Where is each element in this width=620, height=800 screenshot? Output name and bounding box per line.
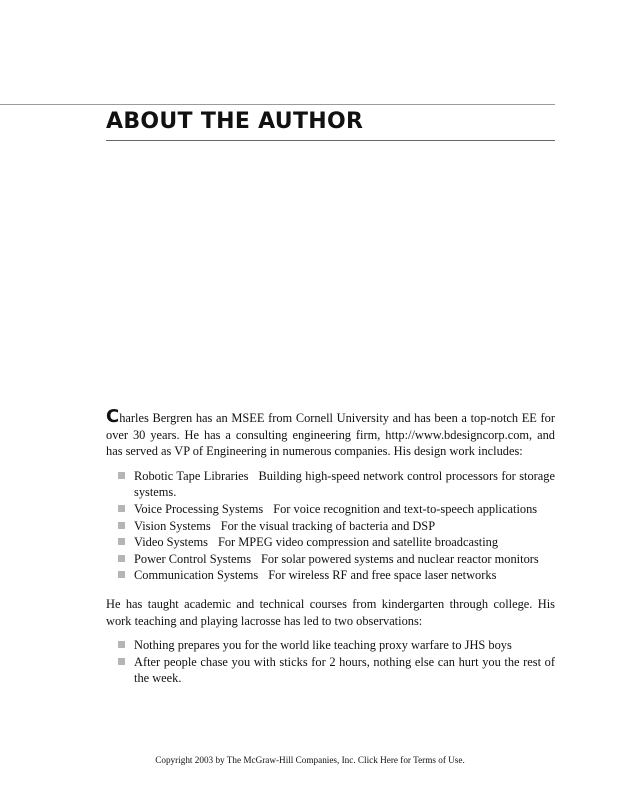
item-term: Video Systems bbox=[134, 535, 208, 550]
top-rule bbox=[0, 104, 555, 105]
square-bullet-icon bbox=[118, 472, 125, 479]
observation-text: Nothing prepares you for the world like teaching proxy warfare to JHS boys bbox=[134, 638, 512, 653]
observations-list bbox=[106, 637, 555, 687]
square-bullet-icon bbox=[118, 571, 125, 578]
item-desc: For solar powered systems and nuclear reactor monitors bbox=[261, 551, 539, 566]
item-term: Power Control Systems bbox=[134, 551, 252, 566]
item-desc: For voice recognition and text-to-speech applications bbox=[273, 501, 538, 516]
list-item bbox=[134, 468, 555, 501]
title-underline bbox=[106, 140, 555, 141]
author-bio bbox=[106, 406, 555, 697]
page-title: ABOUT THE AUTHOR bbox=[106, 109, 364, 134]
teaching-paragraph: He has taught academic and technical courses from kindergarten through college. His work teaching and playing lacrosse has led to two observations: bbox=[106, 596, 555, 628]
square-bullet-icon bbox=[118, 658, 125, 665]
item-term: Vision Systems bbox=[134, 518, 211, 533]
observation-text: After people chase you with sticks for 2 hours, nothing else can hurt you the rest of the week. bbox=[134, 654, 555, 686]
intro-paragraph bbox=[106, 406, 555, 460]
list-item bbox=[134, 534, 555, 551]
copyright-notice: Copyright 2003 by The McGraw-Hill Companies, Inc. Click Here for Terms of Use. bbox=[155, 755, 465, 765]
drop-cap: C bbox=[106, 406, 120, 427]
square-bullet-icon bbox=[118, 522, 125, 529]
item-term: Robotic Tape Libraries bbox=[134, 468, 249, 483]
list-item bbox=[134, 654, 555, 687]
list-item bbox=[134, 501, 555, 518]
list-item bbox=[134, 518, 555, 535]
square-bullet-icon bbox=[118, 538, 125, 545]
square-bullet-icon bbox=[118, 641, 125, 648]
item-desc: For MPEG video compression and satellite broadcasting bbox=[217, 535, 499, 550]
item-desc: For the visual tracking of bacteria and DSP bbox=[220, 518, 436, 533]
item-desc: For wireless RF and free space laser networks bbox=[268, 568, 497, 583]
list-item bbox=[134, 637, 555, 654]
item-term: Communication Systems bbox=[134, 568, 259, 583]
square-bullet-icon bbox=[118, 555, 125, 562]
square-bullet-icon bbox=[118, 505, 125, 512]
list-item bbox=[134, 551, 555, 568]
list-item bbox=[134, 567, 555, 584]
intro-text: harles Bergren has an MSEE from Cornell University and has been a top-notch EE for over 30 years. He has a consulting engineering firm, http://www.bdesigncorp.com, and has served as VP of Engineering in numerous companies. His design work includes: bbox=[106, 411, 555, 459]
item-term: Voice Processing Systems bbox=[134, 501, 264, 516]
item-desc: Building high-speed network control processors for storage systems. bbox=[134, 468, 555, 500]
work-list bbox=[106, 468, 555, 584]
